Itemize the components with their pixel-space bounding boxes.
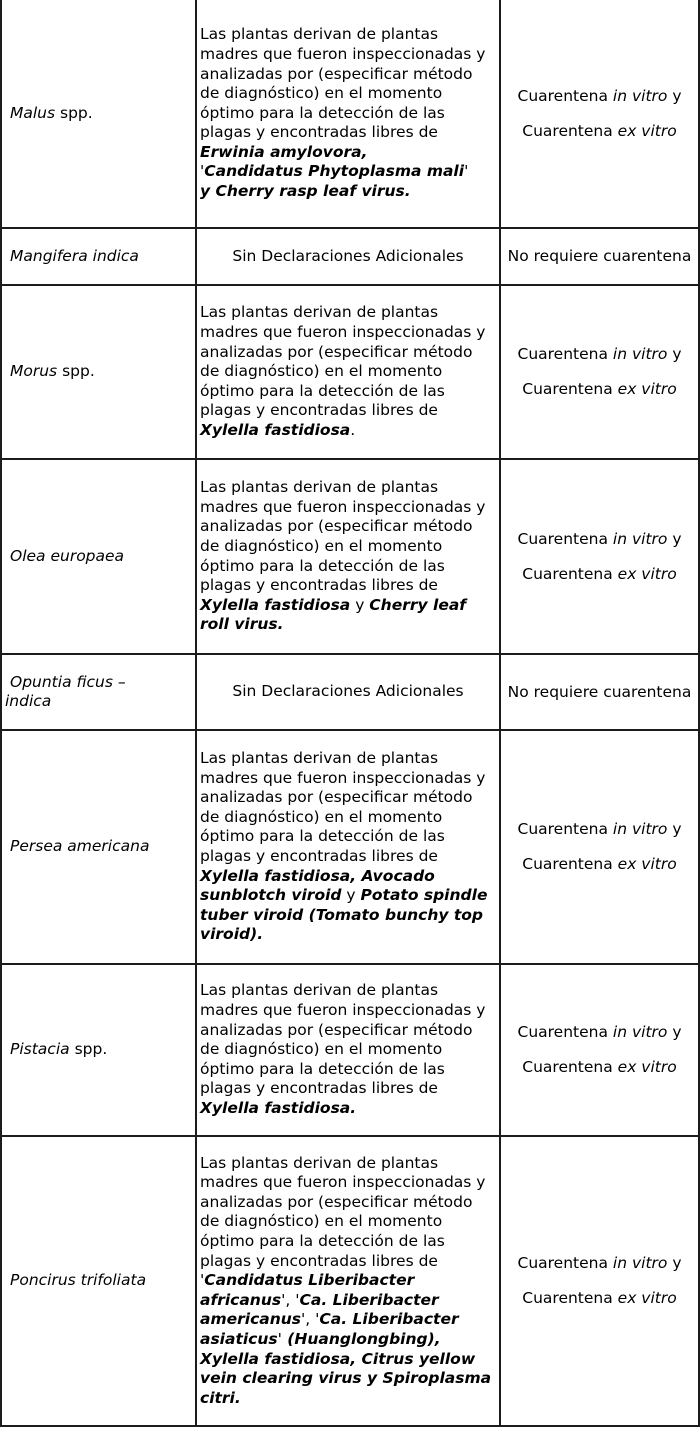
declaration-cell: Las plantas derivan de plantas madres que fueron inspeccionadas y analizadas por (especificar método de diagnóstico) en el momento óptimo para la detección de las plagas y encontradas libres de Erwinia amylovora, 'Candidatus Phytoplasma mali' y Cherry rasp leaf virus. [196, 0, 500, 228]
pest-name: Candidatus Phytoplasma mali [204, 162, 465, 181]
pest-name: Xylella fastidiosa [200, 420, 351, 439]
table-row [1, 1136, 699, 1426]
species-name: Opuntia ficus – [10, 672, 126, 691]
declaration-text: Las plantas derivan de plantas madres que fueron inspeccionadas y analizadas por (especificar método de diagnóstico) en el momento óptimo para la detección de las plagas y encontradas libres de [200, 25, 486, 142]
species-cell [1, 228, 196, 285]
quarantine-method: ex vitro [617, 855, 677, 873]
quarantine-text: Cuarentena [517, 1254, 613, 1272]
quarantine-text: No requiere cuarentena [507, 682, 692, 701]
quarantine-text: y [667, 1023, 682, 1041]
table-row [1, 0, 699, 228]
pest-name: Xylella fastidiosa [200, 595, 351, 614]
quarantine-method: ex vitro [617, 564, 677, 583]
pest-name: y Cherry rasp leaf virus. [200, 182, 411, 201]
declaration-cell [196, 459, 500, 654]
table-row [1, 654, 699, 730]
quarantine-method: in vitro [612, 86, 668, 105]
declaration-cell: Las plantas derivan de plantas madres que fueron inspeccionadas y analizadas por (especificar método de diagnóstico) en el momento óptimo para la detección de las plagas y encontradas libres de 'Candidatus Liberibacter africanus', 'Ca. Liberibacter americanus', 'Ca. Liberibacter asiaticus' (Huanglongbing), Xylella fastidiosa, Citrus yellow vein clearing virus y Spiroplasma citri. [196, 1136, 500, 1426]
quarantine-method: ex vitro [617, 380, 677, 398]
quarantine-text: Cuarentena [517, 1023, 613, 1041]
conjunction: y [341, 886, 361, 905]
species-name: Morus [10, 362, 58, 381]
quarantine-cell [500, 228, 699, 285]
quarantine-method: in vitro [612, 345, 668, 363]
table-row [1, 228, 699, 285]
quarantine-method: in vitro [612, 1254, 668, 1272]
quarantine-method: ex vitro [617, 121, 677, 140]
pest-name: Potato spindle tuber viroid (Tomato bunchy top viroid). [200, 886, 488, 944]
declaration-text: Las plantas derivan de plantas madres que fueron inspeccionadas y analizadas por (especificar método de diagnóstico) en el momento óptimo para la detección de las plagas y encontradas libres de [200, 478, 486, 595]
table-row [1, 964, 699, 1136]
pest-name: Cherry leaf roll virus. [200, 595, 467, 634]
declaration-text: Las plantas derivan de plantas madres que fueron inspeccionadas y analizadas por (especificar método de diagnóstico) en el momento óptimo para la detección de las plagas y encontradas libres de [200, 749, 486, 865]
quarantine-cell [500, 0, 699, 228]
quarantine-method: in vitro [612, 1023, 668, 1041]
declaration-cell [196, 964, 500, 1136]
pest-name: Candidatus Liberibacter africanus [200, 1271, 415, 1309]
declaration-text: Sin Declaraciones Adicionales [232, 682, 464, 701]
quarantine-text: Cuarentena [517, 529, 613, 548]
species-name: Malus [10, 103, 56, 122]
species-name: indica [5, 692, 52, 710]
conjunction: y [350, 595, 370, 614]
species-cell [1, 0, 196, 228]
species-name: Poncirus trifoliata [10, 1271, 147, 1290]
table-row [1, 285, 699, 459]
species-name: Mangifera indica [10, 246, 139, 265]
species-name: Olea europaea [10, 546, 125, 565]
quarantine-cell [500, 654, 699, 730]
species-cell [1, 1136, 196, 1426]
quarantine-method: ex vitro [617, 1058, 677, 1076]
species-cell [1, 459, 196, 654]
quarantine-cell [500, 730, 699, 964]
pest-name: Erwinia amylovora, [200, 142, 368, 161]
species-cell [1, 654, 196, 730]
quarantine-cell [500, 459, 699, 654]
table-row [1, 730, 699, 964]
quarantine-cell [500, 285, 699, 459]
quarantine-text: Cuarentena [517, 820, 613, 838]
pest-name: Ca. Liberibacter americanus [200, 1290, 439, 1329]
quarantine-text: Cuarentena [517, 345, 613, 363]
quarantine-text: Cuarentena [522, 1058, 618, 1076]
pest-name: Xylella fastidiosa. [200, 1098, 357, 1117]
pest-name: (Huanglongbing), Xylella fastidiosa, Citrus yellow vein clearing virus y Spiroplasma citri. [200, 1329, 492, 1407]
declaration-cell [196, 654, 500, 730]
species-suffix: spp. [57, 362, 95, 381]
declaration-cell [196, 285, 500, 459]
species-suffix: spp. [69, 1040, 108, 1059]
species-cell [1, 964, 196, 1136]
quarantine-method: ex vitro [617, 1289, 677, 1307]
declaration-cell [196, 228, 500, 285]
punctuation: . [350, 420, 356, 439]
declaration-text: Las plantas derivan de plantas madres que fueron inspeccionadas y analizadas por (especificar método de diagnóstico) en el momento óptimo para la detección de las plagas y encontradas libres de [200, 981, 486, 1098]
quarantine-text: Cuarentena [522, 380, 618, 398]
quarantine-text: Cuarentena [522, 1289, 618, 1307]
quarantine-text: y [667, 529, 682, 548]
quarantine-text: y [667, 345, 682, 363]
declaration-text: Sin Declaraciones Adicionales [232, 246, 464, 265]
quarantine-text: y [667, 820, 682, 838]
quarantine-cell [500, 1136, 699, 1426]
quarantine-method: in vitro [612, 529, 668, 548]
species-cell [1, 730, 196, 964]
quarantine-text: Cuarentena [517, 86, 613, 105]
quarantine-text: y [667, 86, 682, 105]
quarantine-text: y [667, 1254, 682, 1272]
quarantine-text: Cuarentena [522, 121, 618, 140]
species-name: Pistacia [10, 1040, 70, 1059]
species-cell [1, 285, 196, 459]
quarantine-text: No requiere cuarentena [507, 247, 692, 265]
declaration-text: Las plantas derivan de plantas madres que fueron inspeccionadas y analizadas por (especificar método de diagnóstico) en el momento óptimo para la detección de las plagas y encontradas libres de [200, 1153, 486, 1270]
pest-name: Ca. Liberibacter asiaticus [200, 1310, 459, 1348]
quarantine-cell [500, 964, 699, 1136]
species-name: Persea americana [10, 837, 150, 856]
quarantine-text: Cuarentena [522, 855, 618, 873]
quarantine-method: in vitro [612, 820, 668, 838]
species-suffix: spp. [55, 103, 93, 122]
declaration-text: Las plantas derivan de plantas madres que fueron inspeccionadas y analizadas por (especificar método de diagnóstico) en el momento óptimo para la detección de las plagas y encontradas libres de [200, 303, 486, 420]
declaration-cell [196, 730, 500, 964]
quarantine-text: Cuarentena [522, 564, 618, 583]
pest-name: Xylella fastidiosa, Avocado sunblotch viroid [200, 866, 435, 905]
table-row [1, 459, 699, 654]
